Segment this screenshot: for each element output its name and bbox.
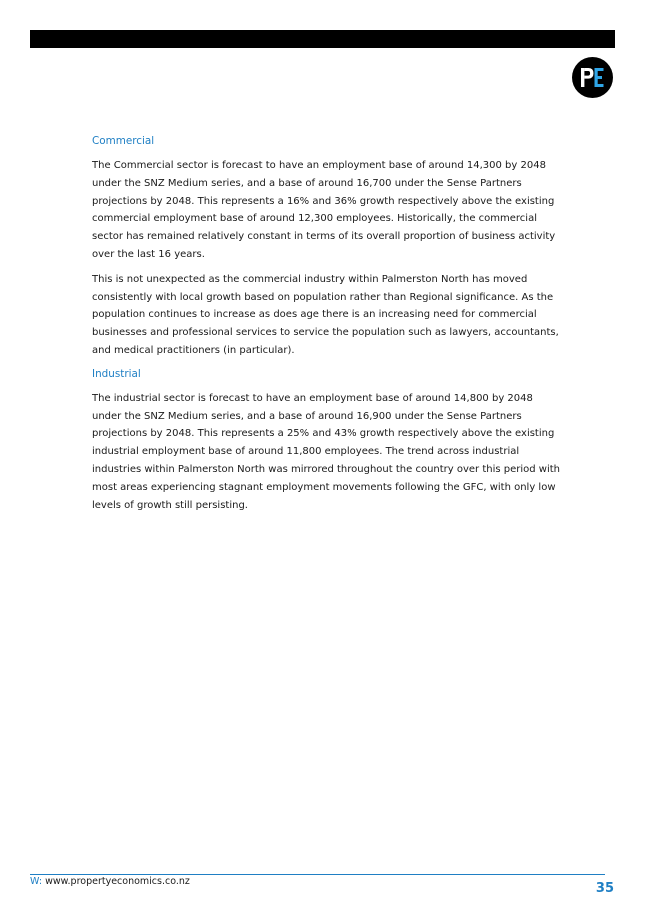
- footer-divider: [30, 874, 605, 875]
- page-number: 35: [595, 881, 614, 896]
- footer-web-label: W:: [30, 876, 43, 887]
- footer-website: [30, 876, 190, 888]
- page-content: [92, 134, 562, 521]
- company-logo: [572, 57, 613, 98]
- commercial-paragraph-2: This is not unexpected as the commercial industry within Palmerston North has moved consistently with local growth based on population rather than Regional significance. As the population continues to increase as does age there is an increasing need for commercial businesses and professional services to service the population such as lawyers, accountants, and medical practitioners (in particular).: [92, 273, 559, 356]
- section-heading-industrial: Industrial: [92, 367, 141, 380]
- pe-logo-icon: [572, 57, 613, 98]
- header-bar: [30, 30, 615, 48]
- commercial-paragraph-1: The Commercial sector is forecast to have an employment base of around 14,300 by 2048 under the SNZ Medium series, and a base of around 16,700 under the Sense Partners projections by 2048. This represents a 16% and 36% growth respectively above the existing commercial employment base of around 12,300 employees. Historically, the commercial sector has remained relatively constant in terms of its overall proportion of business activity over the last 16 years.: [92, 160, 556, 260]
- footer-web-url[interactable]: www.propertyeconomics.co.nz: [45, 876, 190, 887]
- industrial-paragraph-1: The industrial sector is forecast to have an employment base of around 14,800 by 2048 under the SNZ Medium series, and a base of around 16,900 under the Sense Partners projections by 2048. This represents a 25% and 43% growth respectively above the existing industrial employment base of around 11,800 employees. The trend across industrial industries within Palmerston North was mirrored throughout the country over this period with most areas experiencing stagnant employment movements following the GFC, with only low levels of growth still persisting.: [92, 392, 561, 511]
- section-heading-commercial: Commercial: [92, 135, 155, 147]
